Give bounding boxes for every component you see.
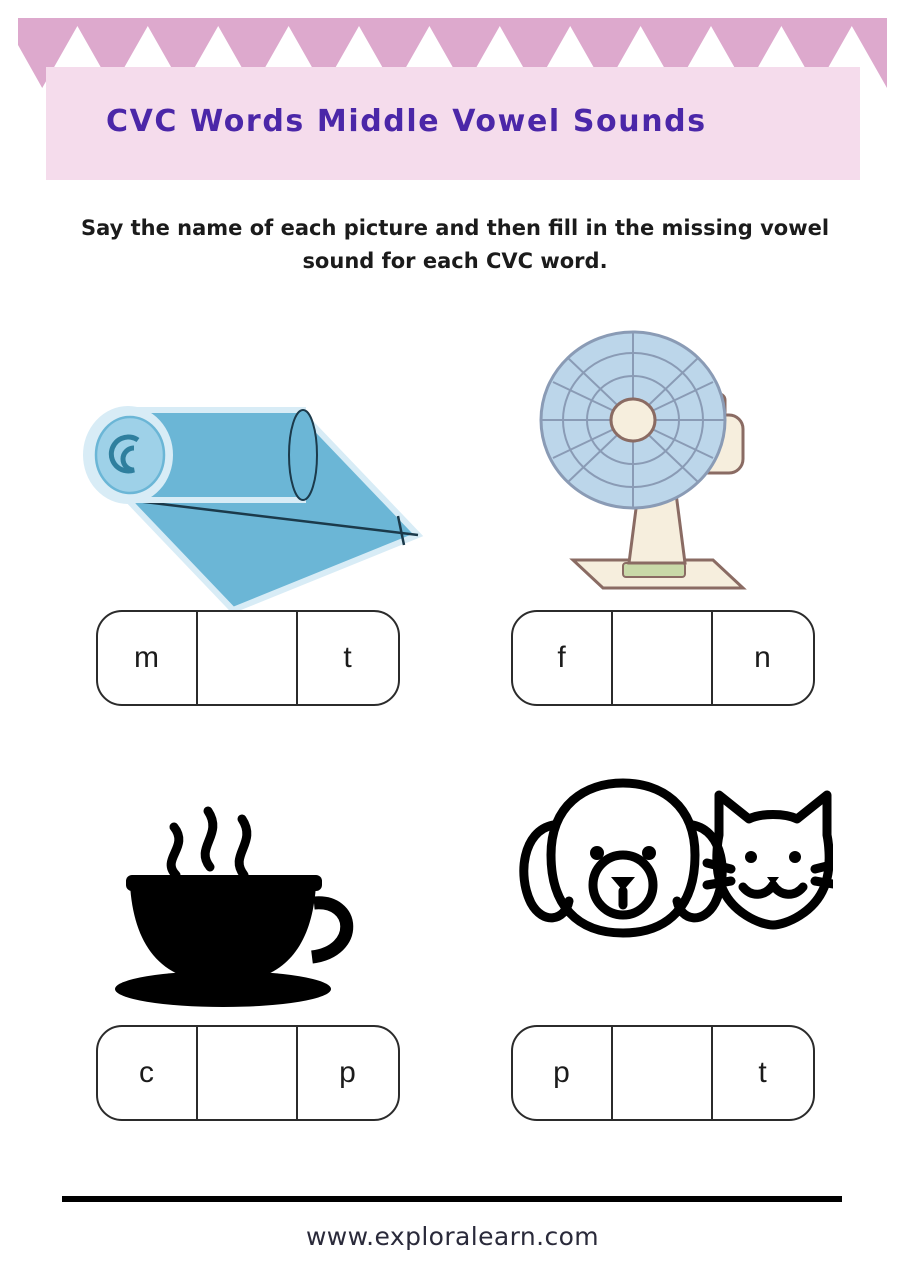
letter-slot-1-2[interactable] — [198, 612, 298, 704]
word-box-1[interactable] — [96, 610, 400, 706]
header — [0, 0, 905, 185]
letter-slot-3-2[interactable] — [198, 1027, 298, 1119]
exercise-grid — [40, 320, 870, 1150]
exercise-item-1 — [40, 320, 455, 735]
letter-slot-4-1: p — [513, 1027, 613, 1119]
electric-fan-icon — [513, 320, 813, 610]
exercise-item-2 — [455, 320, 870, 735]
letter-slot-2-3: n — [754, 641, 771, 674]
letter-slot-1-1: m — [98, 612, 198, 704]
letter-slot-2-2[interactable] — [613, 612, 713, 704]
footer-website-url[interactable]: www.exploralearn.com — [305, 1222, 600, 1251]
word-box-2[interactable] — [511, 610, 815, 706]
picture-dog-and-cat-faces — [455, 735, 870, 1025]
exercise-item-4 — [455, 735, 870, 1150]
letter-slot-4-3: t — [758, 1056, 767, 1089]
picture-coffee-cup — [40, 735, 455, 1025]
picture-rolled-mat — [40, 320, 455, 610]
instructions-text: Say the name of each picture and then fill in the missing vowel sound for each CVC word. — [80, 216, 830, 273]
rolled-mat-icon — [68, 320, 428, 610]
letter-slot-4-2[interactable] — [613, 1027, 713, 1119]
letter-slot-3-3: p — [339, 1056, 356, 1089]
letter-slot-1-3: t — [343, 641, 352, 674]
coffee-cup-icon — [98, 735, 398, 1025]
footer-divider — [62, 1196, 842, 1202]
pet-faces-icon — [493, 735, 833, 1025]
word-box-4[interactable] — [511, 1025, 815, 1121]
picture-electric-fan — [455, 320, 870, 610]
page-title: CVC Words Middle Vowel Sounds — [106, 104, 707, 139]
letter-slot-3-1: c — [98, 1027, 198, 1119]
word-box-3[interactable] — [96, 1025, 400, 1121]
exercise-item-3 — [40, 735, 455, 1150]
letter-slot-2-1: f — [513, 612, 613, 704]
